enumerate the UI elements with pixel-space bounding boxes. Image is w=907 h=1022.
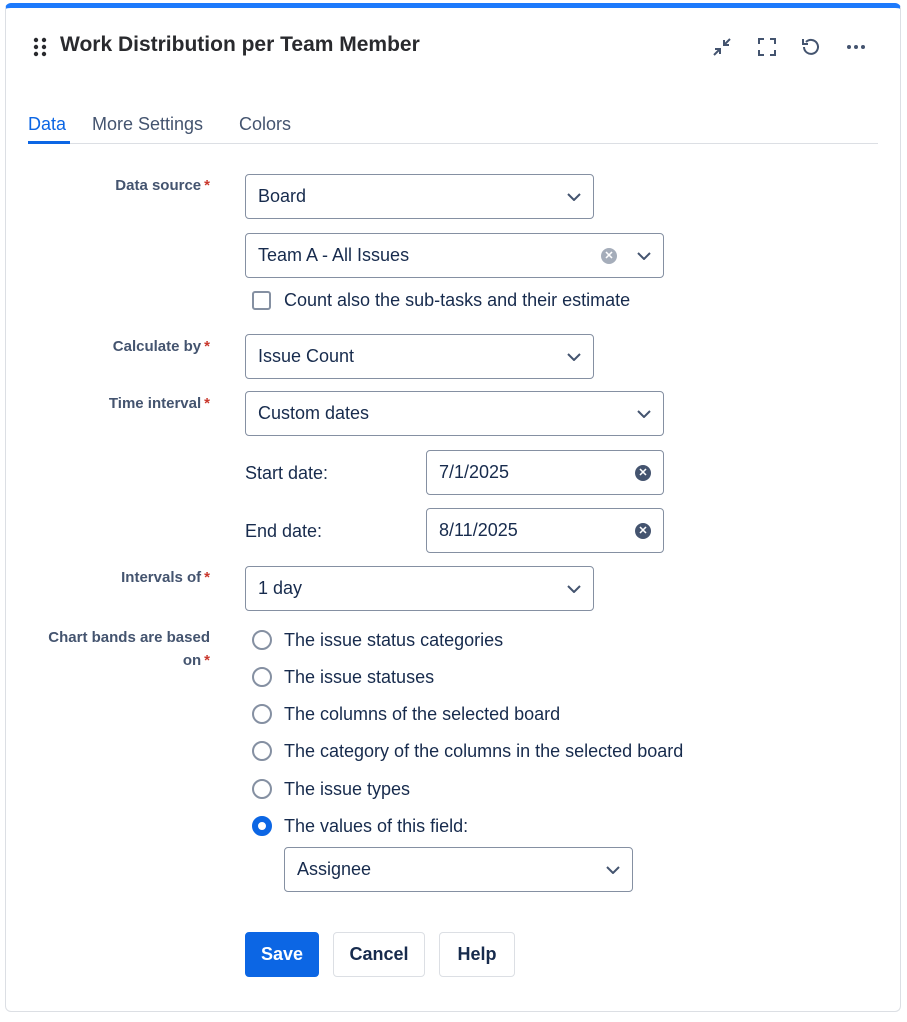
label-text: Chart bands are based [48,629,210,646]
radio-field-values[interactable] [252,816,272,836]
calculate-by-label [10,338,210,355]
subtasks-label: Count also the sub-tasks and their estimate [284,290,631,310]
tab-divider [28,143,878,144]
radio-label: The values of this field: [284,816,469,836]
select-value: Team A - All Issues [258,245,410,265]
chevron-down-icon [567,193,581,201]
chart-bands-label [10,626,210,672]
radio-label: The issue types [284,779,411,799]
required-mark: * [204,395,210,412]
radio-column-category[interactable] [252,741,272,761]
data-source-label [10,177,210,194]
intervals-of-label [10,569,210,586]
minimize-icon[interactable] [711,36,733,58]
time-interval-select[interactable] [245,391,664,436]
subtasks-checkbox[interactable] [252,291,271,310]
cancel-button[interactable]: Cancel [333,932,425,977]
radio-label: The category of the columns in the selected board [284,741,684,761]
tab-data[interactable]: Data [28,114,67,134]
chevron-down-icon [567,585,581,593]
chevron-down-icon [567,353,581,361]
required-mark: * [204,569,210,586]
select-value: Issue Count [258,346,355,366]
time-interval-label [10,395,210,412]
radio-label: The columns of the selected board [284,704,561,724]
label-text: on [182,652,202,669]
required-mark: * [204,338,210,355]
radio-label: The issue statuses [284,667,435,687]
intervals-of-select[interactable] [245,566,594,611]
calculate-by-select[interactable] [245,334,594,379]
active-tab-indicator [28,141,70,144]
chevron-down-icon [606,866,620,874]
end-date-label: End date: [245,521,323,541]
select-value: Board [258,186,307,206]
tab-colors[interactable]: Colors [239,114,292,134]
gadget-title: Work Distribution per Team Member [60,33,420,56]
radio-status-categories[interactable] [252,630,272,650]
select-value: Custom dates [258,403,370,423]
input-value: 7/1/2025 [439,462,510,482]
tab-more-settings[interactable]: More Settings [92,114,204,134]
clear-icon[interactable]: ✕ [635,523,651,539]
save-button[interactable]: Save [245,932,319,977]
data-source-select[interactable] [245,174,594,219]
select-value: Assignee [297,859,372,879]
select-value: 1 day [258,578,303,598]
end-date-input[interactable] [426,508,664,553]
radio-statuses[interactable] [252,667,272,687]
more-icon[interactable] [845,36,867,58]
required-mark: * [204,177,210,194]
refresh-icon[interactable] [800,36,822,58]
label-text: Data source [115,177,202,194]
label-text: Time interval [108,395,202,412]
help-button[interactable]: Help [439,932,515,977]
radio-board-columns[interactable] [252,704,272,724]
required-mark: * [204,652,210,669]
radio-label: The issue status categories [284,630,504,650]
start-date-input[interactable] [426,450,664,495]
field-select[interactable] [284,847,633,892]
fullscreen-icon[interactable] [756,36,778,58]
clear-icon[interactable]: ✕ [635,465,651,481]
radio-issue-types[interactable] [252,779,272,799]
chevron-down-icon [637,252,651,260]
start-date-label: Start date: [245,463,329,483]
board-select[interactable] [245,233,664,278]
input-value: 8/11/2025 [439,520,518,540]
drag-handle-icon[interactable] [33,36,47,58]
clear-icon[interactable]: ✕ [601,248,617,264]
label-text: Intervals of [121,569,202,586]
chevron-down-icon [637,410,651,418]
label-text: Calculate by [112,338,202,355]
